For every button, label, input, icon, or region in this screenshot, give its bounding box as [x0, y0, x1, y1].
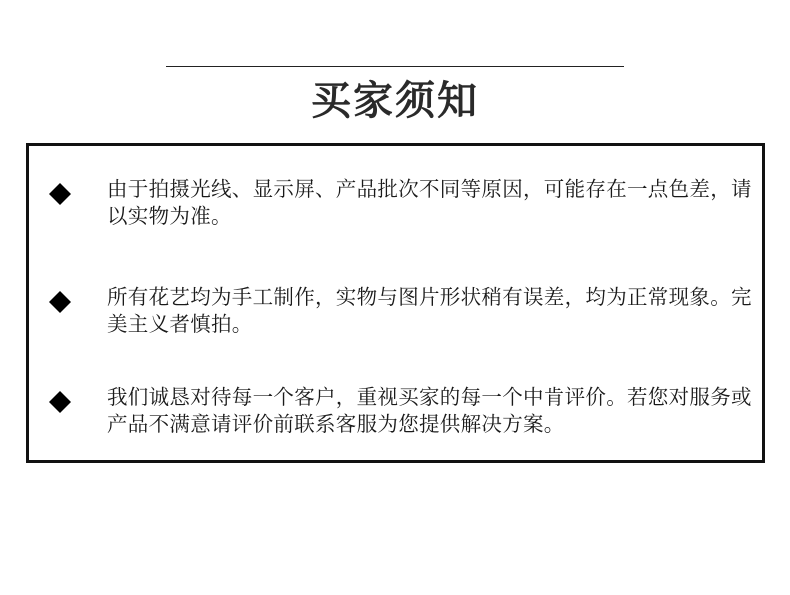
notice-text: 所有花艺均为手工制作，实物与图片形状稍有误差，均为正常现象。完美主义者慎拍。	[107, 285, 752, 336]
diamond-icon	[49, 391, 69, 411]
diamond-icon	[49, 183, 69, 203]
notice-box	[26, 143, 765, 463]
notice-text: 我们诚恳对待每一个客户，重视买家的每一个中肯评价。若您对服务或产品不满意请评价前联系客服为您提供解决方案。	[107, 385, 752, 436]
notice-text: 由于拍摄光线、显示屏、产品批次不同等原因，可能存在一点色差，请以实物为准。	[107, 177, 752, 228]
title-divider-line	[166, 66, 624, 67]
diamond-icon	[49, 291, 69, 311]
page-title: 买家须知	[311, 78, 479, 124]
